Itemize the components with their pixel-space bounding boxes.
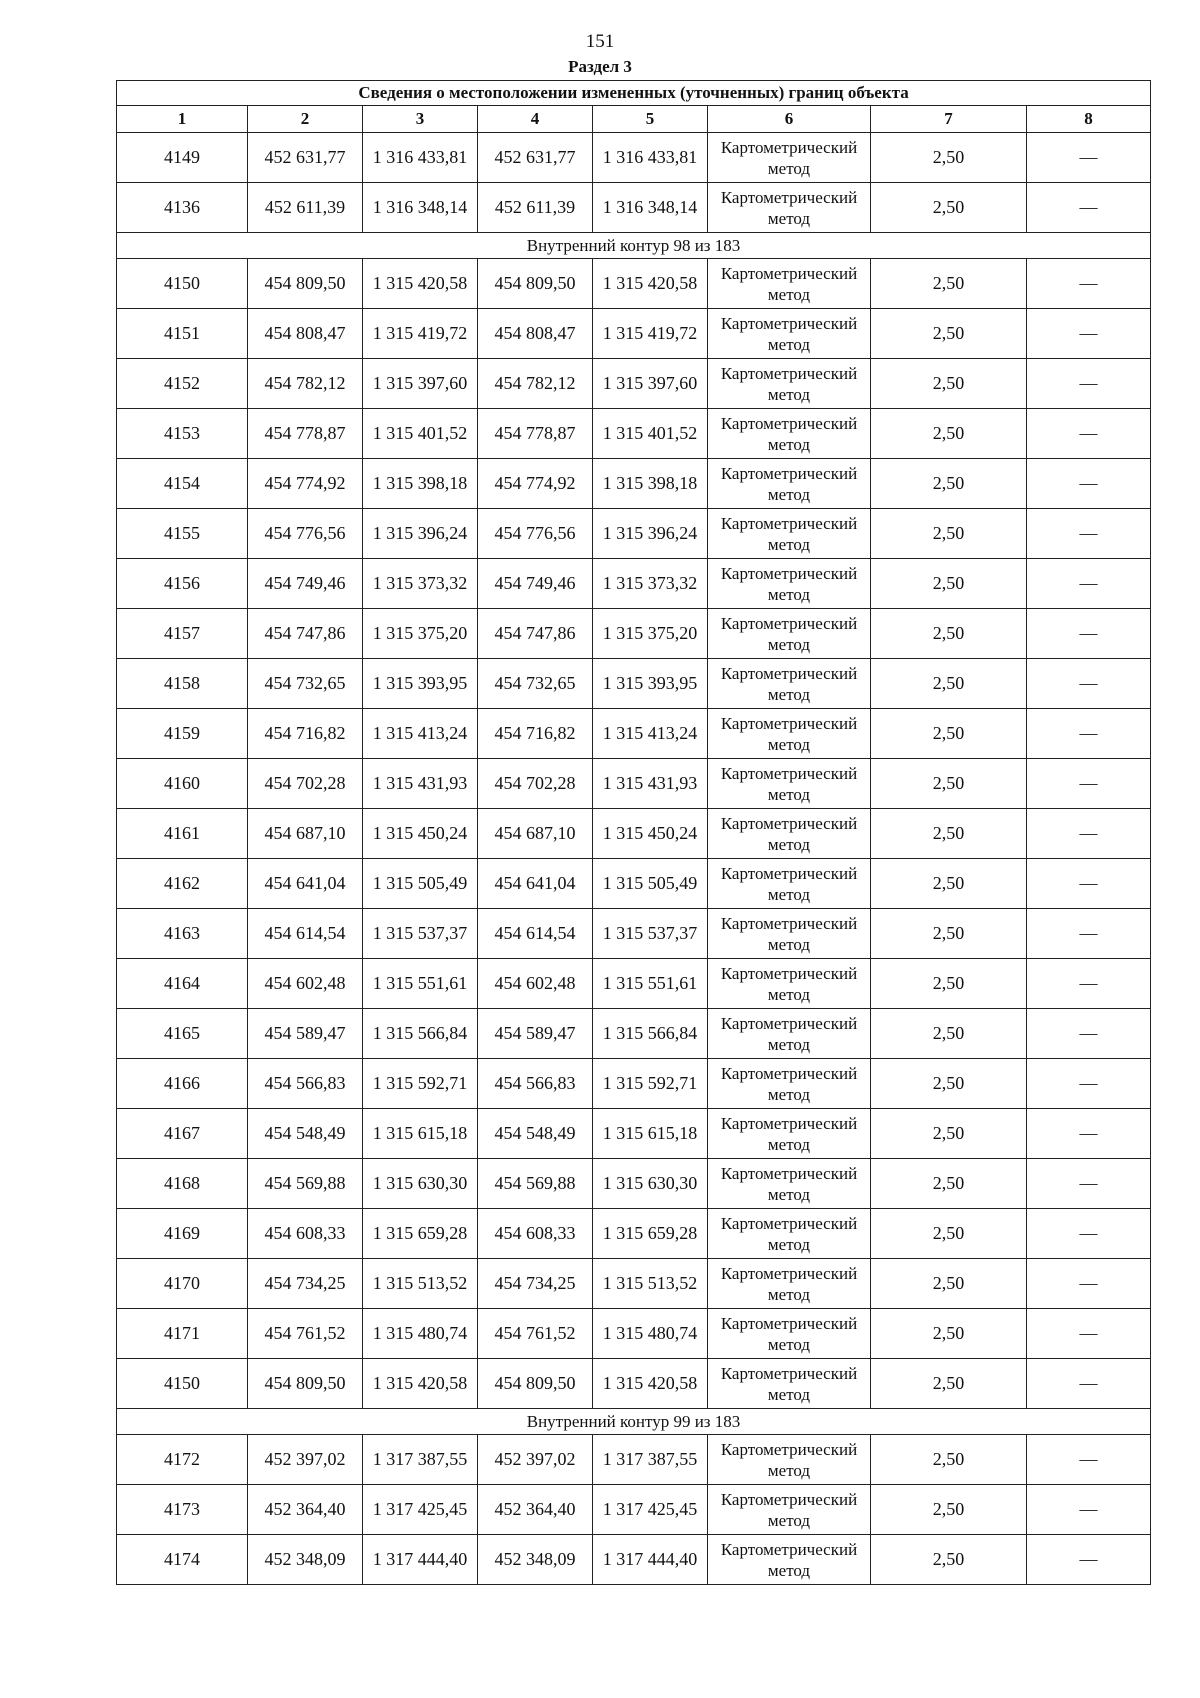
method-cell: Картометрический метод: [708, 559, 871, 609]
method-cell: Картометрический метод: [708, 359, 871, 409]
method-cell: Картометрический метод: [708, 609, 871, 659]
x-old-cell: 454 687,10: [248, 809, 363, 859]
description-cell: —: [1027, 659, 1151, 709]
precision-cell: 2,50: [871, 1485, 1027, 1535]
description-cell: —: [1027, 559, 1151, 609]
table-row: [117, 709, 1151, 759]
table-row: [117, 1535, 1151, 1585]
y-new-cell: 1 316 433,81: [593, 133, 708, 183]
table-row: [117, 759, 1151, 809]
y-old-cell: 1 315 398,18: [363, 459, 478, 509]
x-old-cell: 454 808,47: [248, 309, 363, 359]
point-number-cell: 4171: [117, 1309, 248, 1359]
precision-cell: 2,50: [871, 259, 1027, 309]
x-new-cell: 452 631,77: [478, 133, 593, 183]
column-number-4: 4: [478, 106, 593, 133]
description-cell: —: [1027, 309, 1151, 359]
method-cell: Картометрический метод: [708, 259, 871, 309]
x-new-cell: 454 548,49: [478, 1109, 593, 1159]
y-new-cell: 1 315 537,37: [593, 909, 708, 959]
precision-cell: 2,50: [871, 1059, 1027, 1109]
precision-cell: 2,50: [871, 133, 1027, 183]
y-new-cell: 1 315 630,30: [593, 1159, 708, 1209]
description-cell: —: [1027, 1485, 1151, 1535]
column-number-7: 7: [871, 106, 1027, 133]
x-old-cell: 454 702,28: [248, 759, 363, 809]
precision-cell: 2,50: [871, 1109, 1027, 1159]
x-old-cell: 454 608,33: [248, 1209, 363, 1259]
column-number-8: 8: [1027, 106, 1151, 133]
method-cell: Картометрический метод: [708, 183, 871, 233]
y-old-cell: 1 315 420,58: [363, 1359, 478, 1409]
precision-cell: 2,50: [871, 759, 1027, 809]
precision-cell: 2,50: [871, 409, 1027, 459]
method-cell: Картометрический метод: [708, 1485, 871, 1535]
point-number-cell: 4173: [117, 1485, 248, 1535]
method-cell: Картометрический метод: [708, 409, 871, 459]
y-old-cell: 1 315 413,24: [363, 709, 478, 759]
description-cell: —: [1027, 1209, 1151, 1259]
precision-cell: 2,50: [871, 459, 1027, 509]
y-new-cell: 1 316 348,14: [593, 183, 708, 233]
y-new-cell: 1 315 420,58: [593, 259, 708, 309]
y-new-cell: 1 315 659,28: [593, 1209, 708, 1259]
description-cell: —: [1027, 1059, 1151, 1109]
y-old-cell: 1 315 419,72: [363, 309, 478, 359]
table-row: [117, 1359, 1151, 1409]
method-cell: Картометрический метод: [708, 1535, 871, 1585]
y-old-cell: 1 315 480,74: [363, 1309, 478, 1359]
x-new-cell: 454 778,87: [478, 409, 593, 459]
y-old-cell: 1 315 566,84: [363, 1009, 478, 1059]
x-old-cell: 454 774,92: [248, 459, 363, 509]
table-row: [117, 133, 1151, 183]
coordinates-table: [116, 80, 1151, 1585]
x-new-cell: 454 614,54: [478, 909, 593, 959]
x-old-cell: 452 611,39: [248, 183, 363, 233]
y-new-cell: 1 317 387,55: [593, 1435, 708, 1485]
description-cell: —: [1027, 809, 1151, 859]
x-old-cell: 452 631,77: [248, 133, 363, 183]
page-number: 151: [585, 31, 615, 52]
method-cell: Картометрический метод: [708, 509, 871, 559]
y-old-cell: 1 315 537,37: [363, 909, 478, 959]
y-new-cell: 1 315 592,71: [593, 1059, 708, 1109]
method-cell: Картометрический метод: [708, 1309, 871, 1359]
description-cell: —: [1027, 1435, 1151, 1485]
precision-cell: 2,50: [871, 709, 1027, 759]
point-number-cell: 4153: [117, 409, 248, 459]
x-new-cell: 452 397,02: [478, 1435, 593, 1485]
y-old-cell: 1 315 551,61: [363, 959, 478, 1009]
column-number-3: 3: [363, 106, 478, 133]
x-old-cell: 454 778,87: [248, 409, 363, 459]
table-row: [117, 959, 1151, 1009]
method-cell: Картометрический метод: [708, 1359, 871, 1409]
table-row: [117, 509, 1151, 559]
precision-cell: 2,50: [871, 909, 1027, 959]
table-row: [117, 183, 1151, 233]
point-number-cell: 4158: [117, 659, 248, 709]
description-cell: —: [1027, 1535, 1151, 1585]
precision-cell: 2,50: [871, 183, 1027, 233]
table-row: [117, 1159, 1151, 1209]
x-old-cell: 454 602,48: [248, 959, 363, 1009]
method-cell: Картометрический метод: [708, 133, 871, 183]
point-number-cell: 4150: [117, 259, 248, 309]
contour-label: Внутренний контур 98 из 183: [117, 233, 1151, 259]
point-number-cell: 4157: [117, 609, 248, 659]
y-new-cell: 1 315 396,24: [593, 509, 708, 559]
description-cell: —: [1027, 909, 1151, 959]
point-number-cell: 4150: [117, 1359, 248, 1409]
description-cell: —: [1027, 133, 1151, 183]
y-new-cell: 1 317 425,45: [593, 1485, 708, 1535]
point-number-cell: 4159: [117, 709, 248, 759]
table-row: [117, 609, 1151, 659]
precision-cell: 2,50: [871, 1259, 1027, 1309]
x-new-cell: 454 589,47: [478, 1009, 593, 1059]
table-row: [117, 859, 1151, 909]
x-new-cell: 454 734,25: [478, 1259, 593, 1309]
x-new-cell: 454 687,10: [478, 809, 593, 859]
table-row: [117, 1435, 1151, 1485]
column-number-1: 1: [117, 106, 248, 133]
method-cell: Картометрический метод: [708, 1259, 871, 1309]
x-new-cell: 452 364,40: [478, 1485, 593, 1535]
table-row: [117, 259, 1151, 309]
precision-cell: 2,50: [871, 309, 1027, 359]
point-number-cell: 4149: [117, 133, 248, 183]
table-row: [117, 309, 1151, 359]
point-number-cell: 4166: [117, 1059, 248, 1109]
description-cell: —: [1027, 609, 1151, 659]
y-old-cell: 1 315 450,24: [363, 809, 478, 859]
y-new-cell: 1 315 397,60: [593, 359, 708, 409]
y-old-cell: 1 315 615,18: [363, 1109, 478, 1159]
description-cell: —: [1027, 1159, 1151, 1209]
table-row: [117, 809, 1151, 859]
x-old-cell: 454 761,52: [248, 1309, 363, 1359]
x-old-cell: 454 776,56: [248, 509, 363, 559]
x-new-cell: 454 776,56: [478, 509, 593, 559]
point-number-cell: 4151: [117, 309, 248, 359]
precision-cell: 2,50: [871, 1535, 1027, 1585]
y-old-cell: 1 315 393,95: [363, 659, 478, 709]
point-number-cell: 4162: [117, 859, 248, 909]
x-old-cell: 454 614,54: [248, 909, 363, 959]
method-cell: Картометрический метод: [708, 1209, 871, 1259]
x-old-cell: 454 749,46: [248, 559, 363, 609]
method-cell: Картометрический метод: [708, 459, 871, 509]
x-new-cell: 454 702,28: [478, 759, 593, 809]
method-cell: Картометрический метод: [708, 909, 871, 959]
y-old-cell: 1 315 373,32: [363, 559, 478, 609]
precision-cell: 2,50: [871, 609, 1027, 659]
y-old-cell: 1 315 630,30: [363, 1159, 478, 1209]
y-old-cell: 1 315 420,58: [363, 259, 478, 309]
description-cell: —: [1027, 459, 1151, 509]
y-new-cell: 1 315 375,20: [593, 609, 708, 659]
point-number-cell: 4168: [117, 1159, 248, 1209]
y-old-cell: 1 317 425,45: [363, 1485, 478, 1535]
x-old-cell: 454 569,88: [248, 1159, 363, 1209]
table-body: [117, 133, 1151, 1585]
x-old-cell: 454 734,25: [248, 1259, 363, 1309]
description-cell: —: [1027, 859, 1151, 909]
column-number-5: 5: [593, 106, 708, 133]
description-cell: —: [1027, 1109, 1151, 1159]
y-new-cell: 1 315 419,72: [593, 309, 708, 359]
x-new-cell: 454 774,92: [478, 459, 593, 509]
y-old-cell: 1 316 348,14: [363, 183, 478, 233]
description-cell: —: [1027, 959, 1151, 1009]
contour-header-row: [117, 233, 1151, 259]
section-title: Раздел 3: [568, 57, 632, 76]
table-caption: Сведения о местоположении измененных (уточненных) границ объекта: [117, 81, 1151, 106]
description-cell: —: [1027, 1259, 1151, 1309]
method-cell: Картометрический метод: [708, 309, 871, 359]
x-old-cell: 454 809,50: [248, 259, 363, 309]
method-cell: Картометрический метод: [708, 859, 871, 909]
y-old-cell: 1 315 505,49: [363, 859, 478, 909]
y-new-cell: 1 317 444,40: [593, 1535, 708, 1585]
y-new-cell: 1 315 513,52: [593, 1259, 708, 1309]
point-number-cell: 4154: [117, 459, 248, 509]
y-new-cell: 1 315 450,24: [593, 809, 708, 859]
x-new-cell: 454 641,04: [478, 859, 593, 909]
y-new-cell: 1 315 480,74: [593, 1309, 708, 1359]
method-cell: Картометрический метод: [708, 659, 871, 709]
x-old-cell: 452 397,02: [248, 1435, 363, 1485]
y-old-cell: 1 315 513,52: [363, 1259, 478, 1309]
y-new-cell: 1 315 401,52: [593, 409, 708, 459]
x-old-cell: 454 716,82: [248, 709, 363, 759]
description-cell: —: [1027, 759, 1151, 809]
point-number-cell: 4156: [117, 559, 248, 609]
y-new-cell: 1 315 505,49: [593, 859, 708, 909]
y-new-cell: 1 315 420,58: [593, 1359, 708, 1409]
table-row: [117, 359, 1151, 409]
table-row: [117, 1109, 1151, 1159]
precision-cell: 2,50: [871, 1209, 1027, 1259]
point-number-cell: 4174: [117, 1535, 248, 1585]
y-new-cell: 1 315 393,95: [593, 659, 708, 709]
x-old-cell: 454 589,47: [248, 1009, 363, 1059]
method-cell: Картометрический метод: [708, 759, 871, 809]
table-row: [117, 559, 1151, 609]
point-number-cell: 4136: [117, 183, 248, 233]
point-number-cell: 4172: [117, 1435, 248, 1485]
y-old-cell: 1 315 659,28: [363, 1209, 478, 1259]
method-cell: Картометрический метод: [708, 809, 871, 859]
y-old-cell: 1 316 433,81: [363, 133, 478, 183]
point-number-cell: 4165: [117, 1009, 248, 1059]
description-cell: —: [1027, 1309, 1151, 1359]
y-old-cell: 1 315 592,71: [363, 1059, 478, 1109]
y-old-cell: 1 315 397,60: [363, 359, 478, 409]
x-old-cell: 454 782,12: [248, 359, 363, 409]
precision-cell: 2,50: [871, 1309, 1027, 1359]
precision-cell: 2,50: [871, 659, 1027, 709]
column-number-2: 2: [248, 106, 363, 133]
contour-label: Внутренний контур 99 из 183: [117, 1409, 1151, 1435]
y-old-cell: 1 315 401,52: [363, 409, 478, 459]
y-old-cell: 1 315 396,24: [363, 509, 478, 559]
x-old-cell: 452 364,40: [248, 1485, 363, 1535]
description-cell: —: [1027, 183, 1151, 233]
x-new-cell: 454 761,52: [478, 1309, 593, 1359]
precision-cell: 2,50: [871, 359, 1027, 409]
x-new-cell: 452 611,39: [478, 183, 593, 233]
x-old-cell: 454 747,86: [248, 609, 363, 659]
table-row: [117, 1009, 1151, 1059]
x-new-cell: 454 809,50: [478, 1359, 593, 1409]
y-new-cell: 1 315 373,32: [593, 559, 708, 609]
table-caption-row: [117, 81, 1151, 106]
precision-cell: 2,50: [871, 809, 1027, 859]
y-new-cell: 1 315 431,93: [593, 759, 708, 809]
x-old-cell: 452 348,09: [248, 1535, 363, 1585]
y-old-cell: 1 315 431,93: [363, 759, 478, 809]
method-cell: Картометрический метод: [708, 1009, 871, 1059]
y-new-cell: 1 315 566,84: [593, 1009, 708, 1059]
precision-cell: 2,50: [871, 959, 1027, 1009]
precision-cell: 2,50: [871, 1435, 1027, 1485]
table-row: [117, 1059, 1151, 1109]
y-old-cell: 1 315 375,20: [363, 609, 478, 659]
table-row: [117, 1485, 1151, 1535]
table-row: [117, 659, 1151, 709]
x-new-cell: 454 809,50: [478, 259, 593, 309]
method-cell: Картометрический метод: [708, 1159, 871, 1209]
column-number-row: [117, 106, 1151, 133]
y-old-cell: 1 317 444,40: [363, 1535, 478, 1585]
y-new-cell: 1 315 413,24: [593, 709, 708, 759]
point-number-cell: 4161: [117, 809, 248, 859]
description-cell: —: [1027, 259, 1151, 309]
x-new-cell: 454 566,83: [478, 1059, 593, 1109]
table-row: [117, 909, 1151, 959]
point-number-cell: 4167: [117, 1109, 248, 1159]
x-old-cell: 454 566,83: [248, 1059, 363, 1109]
x-old-cell: 454 809,50: [248, 1359, 363, 1409]
column-number-6: 6: [708, 106, 871, 133]
method-cell: Картометрический метод: [708, 1059, 871, 1109]
point-number-cell: 4160: [117, 759, 248, 809]
x-old-cell: 454 641,04: [248, 859, 363, 909]
x-new-cell: 454 747,86: [478, 609, 593, 659]
point-number-cell: 4152: [117, 359, 248, 409]
description-cell: —: [1027, 1009, 1151, 1059]
x-old-cell: 454 732,65: [248, 659, 363, 709]
description-cell: —: [1027, 359, 1151, 409]
point-number-cell: 4170: [117, 1259, 248, 1309]
method-cell: Картометрический метод: [708, 959, 871, 1009]
x-new-cell: 454 749,46: [478, 559, 593, 609]
table-row: [117, 1309, 1151, 1359]
point-number-cell: 4169: [117, 1209, 248, 1259]
point-number-cell: 4164: [117, 959, 248, 1009]
description-cell: —: [1027, 709, 1151, 759]
y-old-cell: 1 317 387,55: [363, 1435, 478, 1485]
y-new-cell: 1 315 615,18: [593, 1109, 708, 1159]
point-number-cell: 4155: [117, 509, 248, 559]
description-cell: —: [1027, 409, 1151, 459]
precision-cell: 2,50: [871, 509, 1027, 559]
table-row: [117, 409, 1151, 459]
x-new-cell: 454 569,88: [478, 1159, 593, 1209]
precision-cell: 2,50: [871, 1009, 1027, 1059]
x-new-cell: 454 716,82: [478, 709, 593, 759]
x-new-cell: 452 348,09: [478, 1535, 593, 1585]
x-new-cell: 454 732,65: [478, 659, 593, 709]
precision-cell: 2,50: [871, 1359, 1027, 1409]
contour-header-row: [117, 1409, 1151, 1435]
precision-cell: 2,50: [871, 559, 1027, 609]
table-row: [117, 459, 1151, 509]
precision-cell: 2,50: [871, 1159, 1027, 1209]
y-new-cell: 1 315 551,61: [593, 959, 708, 1009]
x-new-cell: 454 782,12: [478, 359, 593, 409]
table-row: [117, 1209, 1151, 1259]
point-number-cell: 4163: [117, 909, 248, 959]
method-cell: Картометрический метод: [708, 1435, 871, 1485]
method-cell: Картометрический метод: [708, 709, 871, 759]
method-cell: Картометрический метод: [708, 1109, 871, 1159]
table-row: [117, 1259, 1151, 1309]
x-old-cell: 454 548,49: [248, 1109, 363, 1159]
precision-cell: 2,50: [871, 859, 1027, 909]
x-new-cell: 454 608,33: [478, 1209, 593, 1259]
y-new-cell: 1 315 398,18: [593, 459, 708, 509]
x-new-cell: 454 808,47: [478, 309, 593, 359]
description-cell: —: [1027, 1359, 1151, 1409]
x-new-cell: 454 602,48: [478, 959, 593, 1009]
description-cell: —: [1027, 509, 1151, 559]
